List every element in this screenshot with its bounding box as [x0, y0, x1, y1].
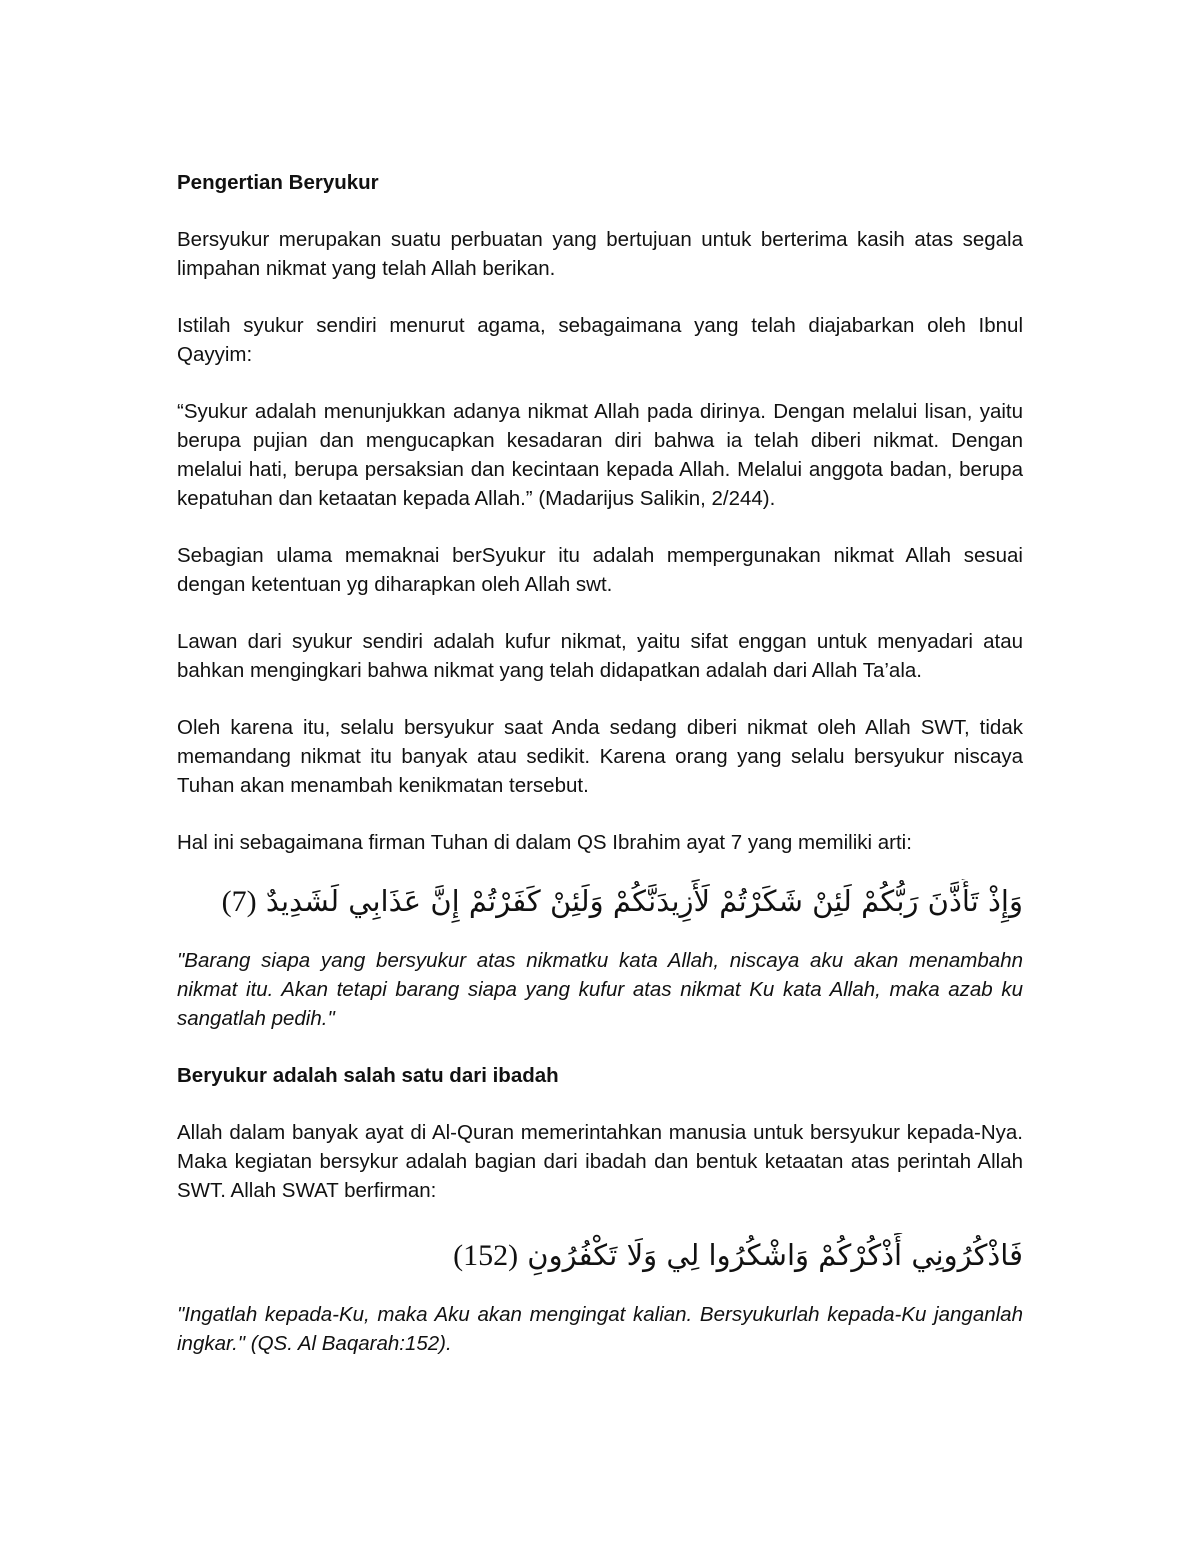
arabic-verse-baqarah-152: [177, 1233, 1023, 1278]
verse-number: (7): [221, 885, 257, 918]
paragraph-quote-ibnul-qayyim: “Syukur adalah menunjukkan adanya nikmat Allah pada dirinya. Dengan melalui lisan, yaitu berupa pujian dan mengucapkan kesadaran diri bahwa ia telah diberi nikmat. Dengan melalui hati, berupa persaksian dan kecintaan kepada Allah. Melalui anggota badan, berupa kepatuhan dan ketaatan kepada Allah.” (Madarijus Salikin, 2/244).: [177, 400, 1023, 510]
paragraph-ulama: Sebagian ulama memaknai berSyukur itu adalah mempergunakan nikmat Allah sesuai dengan ketentuan yg diharapkan oleh Allah swt.: [177, 544, 1023, 596]
translation-ibrahim-7: "Barang siapa yang bersyukur atas nikmatku kata Allah, niscaya aku akan menambahn nikmat itu. Akan tetapi barang siapa yang kufur atas nikmat Ku kata Allah, maka azab ku sangatlah pedih.": [177, 949, 1023, 1030]
paragraph-oleh-karena: Oleh karena itu, selalu bersyukur saat Anda sedang diberi nikmat oleh Allah SWT, tidak memandang nikmat itu banyak atau sedikit. Karena orang yang selalu bersyukur niscaya Tuhan akan menambah kenikmatan tersebut.: [177, 716, 1023, 797]
translation-baqarah-152: "Ingatlah kepada-Ku, maka Aku akan mengingat kalian. Bersyukurlah kepada-Ku janganlah ingkar." (QS. Al Baqarah:152).: [177, 1303, 1023, 1355]
arabic-verse-text: فَاذْكُرُونِي أَذْكُرْكُمْ وَاشْكُرُوا لِي وَلَا تَكْفُرُونِ: [527, 1238, 1023, 1272]
paragraph-definition: Bersyukur merupakan suatu perbuatan yang bertujuan untuk berterima kasih atas segala limpahan nikmat yang telah Allah berikan.: [177, 228, 1023, 280]
paragraph-ibadah: Allah dalam banyak ayat di Al-Quran memerintahkan manusia untuk bersyukur kepada-Nya. Maka kegiatan bersykur adalah bagian dari ibadah dan bentuk ketaatan atas perintah Allah SWT. Allah SWAT berfirman:: [177, 1121, 1023, 1202]
section-title-ibadah: Beryukur adalah salah satu dari ibadah: [177, 1064, 559, 1087]
document-page: [177, 168, 1023, 1358]
arabic-verse-ibrahim-7: [177, 879, 1023, 924]
verse-number: (152): [453, 1239, 519, 1272]
arabic-verse-text: وَإِذْ تَأَذَّنَ رَبُّكُمْ لَئِنْ شَكَرْتُمْ لَأَزِيدَنَّكُمْ وَلَئِنْ كَفَرْتُمْ إِنَّ عَذَابِي لَشَدِيدٌ: [265, 884, 1023, 918]
section-title-pengertian: Pengertian Beryukur: [177, 171, 379, 194]
paragraph-kufur: Lawan dari syukur sendiri adalah kufur nikmat, yaitu sifat enggan untuk menyadari atau bahkan mengingkari bahwa nikmat yang telah didapatkan adalah dari Allah Ta’ala.: [177, 630, 1023, 682]
paragraph-firman-intro: Hal ini sebagaimana firman Tuhan di dalam QS Ibrahim ayat 7 yang memiliki arti:: [177, 831, 912, 854]
paragraph-istilah: Istilah syukur sendiri menurut agama, sebagaimana yang telah diajabarkan oleh Ibnul Qayyim:: [177, 314, 1023, 366]
